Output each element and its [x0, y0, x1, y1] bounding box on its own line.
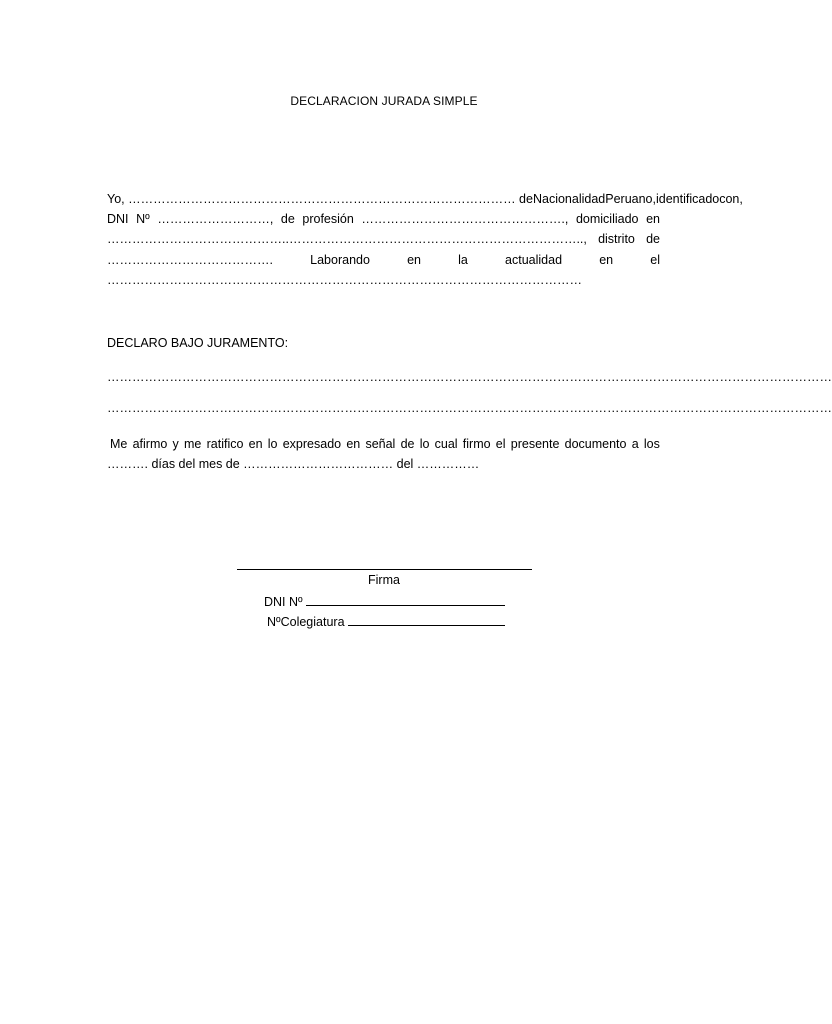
- word: a: [631, 437, 639, 451]
- word: en: [346, 437, 361, 451]
- word: firmo: [462, 437, 491, 451]
- word: distrito: [598, 232, 635, 247]
- identity-line-4: [107, 250, 660, 270]
- word: de: [280, 212, 295, 227]
- word: Laborando: [310, 252, 370, 267]
- word: señal: [365, 437, 396, 451]
- signature-label: Firma: [368, 573, 400, 587]
- word: en: [407, 252, 421, 267]
- word: de: [646, 232, 660, 247]
- word: Me: [110, 437, 128, 451]
- affirmation-line-2: ………. días del mes de ……………………………… del ……………: [107, 457, 480, 472]
- word: lo: [267, 437, 278, 451]
- signature-dni-row: [264, 594, 505, 609]
- word: identificado: [655, 192, 720, 206]
- identity-line-1: [107, 189, 743, 209]
- document-title: DECLARACION JURADA SIMPLE: [290, 94, 478, 108]
- word: y: [172, 437, 179, 451]
- word: actualidad: [505, 252, 563, 267]
- dotted-fill-line-2: …………………………………………………………………………………………………………………………………………………………: [107, 401, 832, 415]
- word: la: [458, 252, 468, 267]
- signature-line: [237, 569, 532, 570]
- word: profesión: [302, 212, 354, 227]
- word: el: [495, 437, 506, 451]
- affirmation-line-1: [107, 434, 660, 454]
- word: presente: [510, 437, 560, 451]
- colegiatura-blank-line: [348, 614, 505, 626]
- word: ratifico: [206, 437, 244, 451]
- word: Nº: [136, 212, 150, 227]
- identity-line-3: [107, 229, 660, 249]
- word: domiciliado: [575, 212, 639, 227]
- word: me: [184, 437, 202, 451]
- dotted-fill-line-1: …………………………………………………………………………………………………………………………………………………………: [107, 370, 832, 384]
- declaro-heading: DECLARO BAJO JURAMENTO:: [107, 336, 289, 350]
- affirmation-paragraph: [107, 434, 660, 474]
- word: Yo, ………………………………………………………………………………… de: [107, 192, 533, 206]
- word: con,: [719, 192, 743, 206]
- identity-paragraph: [107, 189, 743, 290]
- word: DNI: [107, 212, 129, 227]
- word: en: [599, 252, 614, 267]
- identity-line-2: [107, 209, 660, 229]
- word: lo: [419, 437, 430, 451]
- word: en: [248, 437, 263, 451]
- word: de: [400, 437, 415, 451]
- dni-blank-line: [306, 594, 505, 606]
- word: ………………………,: [157, 212, 274, 227]
- signature-colegiatura-row: [267, 614, 505, 629]
- identity-line-5: ……………………………………………………………………………………………………: [107, 272, 582, 287]
- word: ……………………………………..……………………………………………………………..,: [107, 232, 587, 247]
- colegiatura-label: NºColegiatura: [267, 615, 345, 629]
- word: los: [643, 437, 660, 451]
- word: Peruano,: [605, 192, 656, 206]
- word: en: [646, 212, 660, 227]
- word: documento: [564, 437, 627, 451]
- word: ………………………………………….,: [361, 212, 569, 227]
- word: Nacionalidad: [532, 192, 606, 206]
- word: cual: [434, 437, 458, 451]
- word: el: [650, 252, 660, 267]
- word: afirmo: [132, 437, 168, 451]
- word: ………………………………….: [107, 252, 273, 267]
- dni-label: DNI Nº: [264, 595, 303, 609]
- word: expresado: [282, 437, 342, 451]
